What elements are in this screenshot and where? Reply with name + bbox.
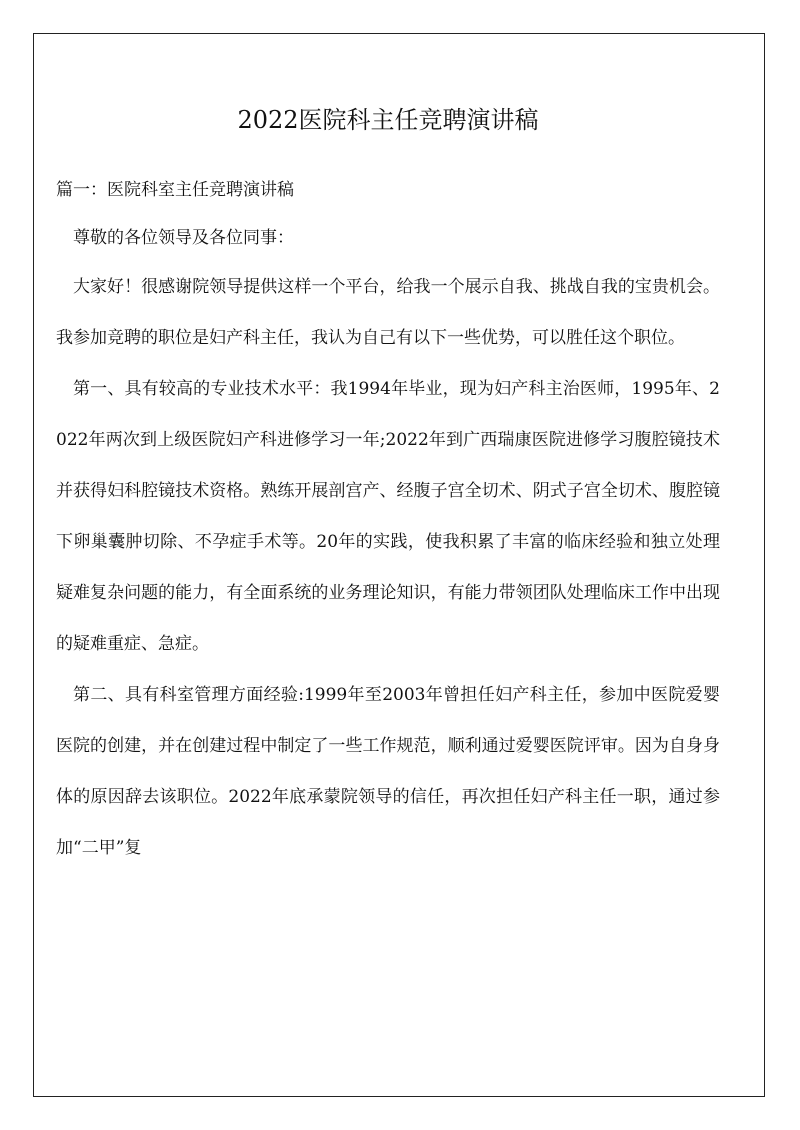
document-title: 2022医院科主任竞聘演讲稿 <box>237 106 539 134</box>
paragraph-first-advantage: 第一、具有较高的专业技术水平：我1994年毕业，现为妇产科主治医师，1995年、2022年两次到上级医院妇产科进修学习一年;2022年到广西瑞康医院进修学习腹腔镜技术并获得妇科腔镜技术资格。熟练开展剖宫产、经腹子宫全切术、阴式子宫全切术、腹腔镜下卵巢囊肿切除、不孕症手术等。20年的实践，使我积累了丰富的临床经验和独立处理疑难复杂问题的能力，有全面系统的业务理论知识，有能力带领团队处理临床工作中出现的疑难重症、急症。 <box>56 379 720 654</box>
paragraph-intro: 大家好！很感谢院领导提供这样一个平台，给我一个展示自我、挑战自我的宝贵机会。我参加竞聘的职位是妇产科主任，我认为自己有以下一些优势，可以胜任这个职位。 <box>56 277 720 348</box>
document-body <box>56 92 720 874</box>
salutation: 尊敬的各位领导及各位同事： <box>73 228 294 248</box>
section-heading: 篇一：医院科室主任竞聘演讲稿 <box>56 180 294 200</box>
paragraph-second-advantage: 第二、具有科室管理方面经验:1999年至2003年曾担任妇产科主任，参加中医院爱婴医院的创建，并在创建过程中制定了一些工作规范，顺利通过爱婴医院评审。因为自身身体的原因辞去该职位。2022年底承蒙院领导的信任，再次担任妇产科主任一职，通过参加“二甲”复 <box>56 685 720 858</box>
